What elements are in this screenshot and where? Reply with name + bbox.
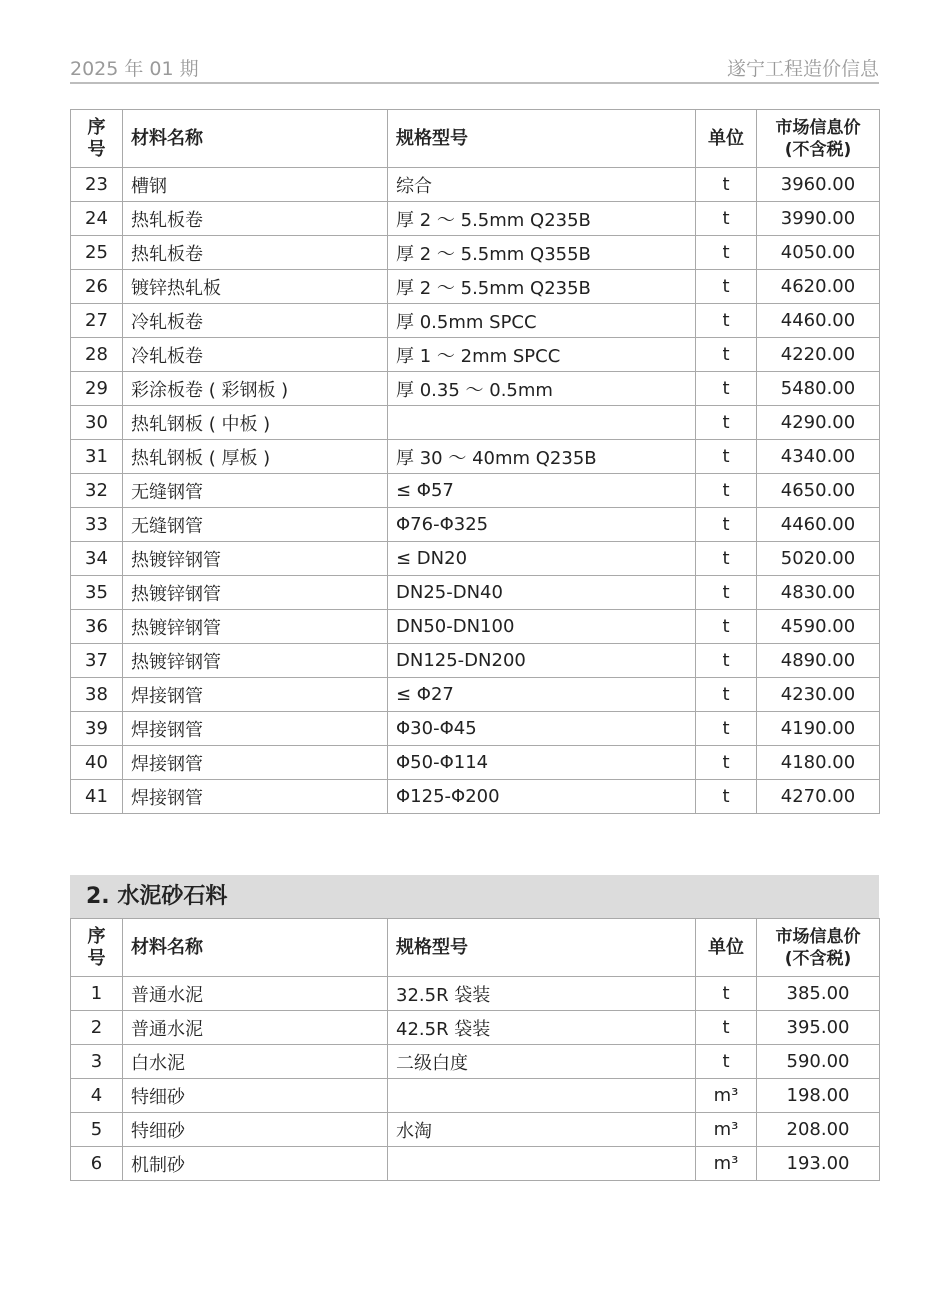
row-number-cell: 4 xyxy=(71,1079,123,1113)
column-header-spec: 规格型号 xyxy=(388,919,696,977)
material-name-cell: 热镀锌钢管 xyxy=(123,576,388,610)
row-number-cell: 40 xyxy=(71,746,123,780)
material-name-cell: 无缝钢管 xyxy=(123,474,388,508)
spec-model-cell: ≤ Φ57 xyxy=(388,474,696,508)
row-number-cell: 34 xyxy=(71,542,123,576)
spec-model-cell: 厚 2 ～ 5.5mm Q355B xyxy=(388,236,696,270)
spec-model-cell: 32.5R 袋装 xyxy=(388,977,696,1011)
price-cell: 4180.00 xyxy=(757,746,880,780)
price-cell: 4620.00 xyxy=(757,270,880,304)
price-cell: 590.00 xyxy=(757,1045,880,1079)
row-number-cell: 30 xyxy=(71,406,123,440)
price-cell: 4270.00 xyxy=(757,780,880,814)
price-cell: 5480.00 xyxy=(757,372,880,406)
unit-cell: t xyxy=(696,1011,757,1045)
row-number-cell: 38 xyxy=(71,678,123,712)
row-number-cell: 1 xyxy=(71,977,123,1011)
unit-cell: t xyxy=(696,304,757,338)
material-name-cell: 机制砂 xyxy=(123,1147,388,1181)
section-title-cement-sand-stone: 2. 水泥砂石料 xyxy=(70,875,879,918)
spec-model-cell xyxy=(388,1079,696,1113)
spec-model-cell: ≤ DN20 xyxy=(388,542,696,576)
table-row xyxy=(71,780,880,814)
material-name-cell: 特细砂 xyxy=(123,1113,388,1147)
material-name-cell: 槽钢 xyxy=(123,168,388,202)
unit-cell: t xyxy=(696,202,757,236)
spec-model-cell: 厚 1 ～ 2mm SPCC xyxy=(388,338,696,372)
material-name-cell: 热镀锌钢管 xyxy=(123,610,388,644)
price-cell: 395.00 xyxy=(757,1011,880,1045)
material-name-cell: 热轧板卷 xyxy=(123,202,388,236)
unit-cell: t xyxy=(696,678,757,712)
table-row xyxy=(71,236,880,270)
table-row xyxy=(71,202,880,236)
unit-cell: t xyxy=(696,270,757,304)
steel-price-table xyxy=(70,109,880,814)
table-row xyxy=(71,474,880,508)
spec-model-cell: Φ76-Φ325 xyxy=(388,508,696,542)
column-header-name: 材料名称 xyxy=(123,919,388,977)
price-cell: 4460.00 xyxy=(757,304,880,338)
unit-cell: m³ xyxy=(696,1079,757,1113)
column-header-price: 市场信息价 (不含税) xyxy=(757,919,880,977)
price-cell: 4340.00 xyxy=(757,440,880,474)
row-number-cell: 28 xyxy=(71,338,123,372)
price-cell: 4830.00 xyxy=(757,576,880,610)
spec-model-cell: 综合 xyxy=(388,168,696,202)
material-name-cell: 热镀锌钢管 xyxy=(123,542,388,576)
row-number-cell: 26 xyxy=(71,270,123,304)
table-row xyxy=(71,1113,880,1147)
column-header-spec: 规格型号 xyxy=(388,110,696,168)
spec-model-cell: DN25-DN40 xyxy=(388,576,696,610)
table-row xyxy=(71,1045,880,1079)
price-cell: 385.00 xyxy=(757,977,880,1011)
spec-model-cell: 42.5R 袋装 xyxy=(388,1011,696,1045)
unit-cell: t xyxy=(696,977,757,1011)
spec-model-cell: 厚 0.35 ～ 0.5mm xyxy=(388,372,696,406)
spec-model-cell: 厚 2 ～ 5.5mm Q235B xyxy=(388,270,696,304)
row-number-cell: 3 xyxy=(71,1045,123,1079)
cement-price-table xyxy=(70,918,880,1181)
spec-model-cell: Φ50-Φ114 xyxy=(388,746,696,780)
table-row xyxy=(71,542,880,576)
row-number-cell: 29 xyxy=(71,372,123,406)
unit-cell: t xyxy=(696,168,757,202)
row-number-cell: 39 xyxy=(71,712,123,746)
material-name-cell: 冷轧板卷 xyxy=(123,338,388,372)
spec-model-cell: DN125-DN200 xyxy=(388,644,696,678)
row-number-cell: 33 xyxy=(71,508,123,542)
material-name-cell: 热轧钢板 ( 中板 ) xyxy=(123,406,388,440)
table-row xyxy=(71,304,880,338)
column-header-unit: 单位 xyxy=(696,110,757,168)
spec-model-cell: Φ30-Φ45 xyxy=(388,712,696,746)
unit-cell: t xyxy=(696,746,757,780)
table-row xyxy=(71,712,880,746)
column-header-name: 材料名称 xyxy=(123,110,388,168)
spec-model-cell: DN50-DN100 xyxy=(388,610,696,644)
table-row xyxy=(71,610,880,644)
unit-cell: t xyxy=(696,406,757,440)
unit-cell: t xyxy=(696,1045,757,1079)
price-cell: 4190.00 xyxy=(757,712,880,746)
price-cell: 4650.00 xyxy=(757,474,880,508)
row-number-cell: 31 xyxy=(71,440,123,474)
unit-cell: t xyxy=(696,440,757,474)
row-number-cell: 36 xyxy=(71,610,123,644)
unit-cell: t xyxy=(696,610,757,644)
table-header-row xyxy=(71,110,880,168)
table-header-row xyxy=(71,919,880,977)
unit-cell: t xyxy=(696,508,757,542)
spec-model-cell: 水淘 xyxy=(388,1113,696,1147)
row-number-cell: 37 xyxy=(71,644,123,678)
price-cell: 4590.00 xyxy=(757,610,880,644)
price-cell: 3960.00 xyxy=(757,168,880,202)
table-row xyxy=(71,440,880,474)
spec-model-cell: 厚 2 ～ 5.5mm Q235B xyxy=(388,202,696,236)
table-row xyxy=(71,508,880,542)
column-header-no: 序 号 xyxy=(71,919,123,977)
spec-model-cell: 厚 0.5mm SPCC xyxy=(388,304,696,338)
column-header-unit: 单位 xyxy=(696,919,757,977)
publication-title: 遂宁工程造价信息 xyxy=(726,58,879,80)
price-cell: 4290.00 xyxy=(757,406,880,440)
material-name-cell: 镀锌热轧板 xyxy=(123,270,388,304)
material-name-cell: 普通水泥 xyxy=(123,977,388,1011)
price-cell: 4230.00 xyxy=(757,678,880,712)
unit-cell: t xyxy=(696,712,757,746)
unit-cell: t xyxy=(696,644,757,678)
row-number-cell: 41 xyxy=(71,780,123,814)
unit-cell: t xyxy=(696,474,757,508)
unit-cell: m³ xyxy=(696,1147,757,1181)
table-row xyxy=(71,372,880,406)
unit-cell: m³ xyxy=(696,1113,757,1147)
material-name-cell: 普通水泥 xyxy=(123,1011,388,1045)
row-number-cell: 5 xyxy=(71,1113,123,1147)
table-row xyxy=(71,270,880,304)
price-cell: 4220.00 xyxy=(757,338,880,372)
issue-label: 2025 年 01 期 xyxy=(70,58,199,80)
row-number-cell: 6 xyxy=(71,1147,123,1181)
row-number-cell: 25 xyxy=(71,236,123,270)
price-cell: 4460.00 xyxy=(757,508,880,542)
material-name-cell: 冷轧板卷 xyxy=(123,304,388,338)
material-name-cell: 热镀锌钢管 xyxy=(123,644,388,678)
table-row xyxy=(71,1147,880,1181)
row-number-cell: 23 xyxy=(71,168,123,202)
row-number-cell: 35 xyxy=(71,576,123,610)
material-name-cell: 热轧钢板 ( 厚板 ) xyxy=(123,440,388,474)
material-name-cell: 焊接钢管 xyxy=(123,780,388,814)
spec-model-cell: 厚 30 ～ 40mm Q235B xyxy=(388,440,696,474)
unit-cell: t xyxy=(696,338,757,372)
column-header-price: 市场信息价 (不含税) xyxy=(757,110,880,168)
price-cell: 198.00 xyxy=(757,1079,880,1113)
spec-model-cell xyxy=(388,406,696,440)
price-cell: 4890.00 xyxy=(757,644,880,678)
table-row xyxy=(71,406,880,440)
material-name-cell: 热轧板卷 xyxy=(123,236,388,270)
table-row xyxy=(71,576,880,610)
material-name-cell: 特细砂 xyxy=(123,1079,388,1113)
row-number-cell: 27 xyxy=(71,304,123,338)
table-row xyxy=(71,678,880,712)
spec-model-cell: Φ125-Φ200 xyxy=(388,780,696,814)
table-row xyxy=(71,977,880,1011)
spec-model-cell: ≤ Φ27 xyxy=(388,678,696,712)
page-header xyxy=(70,54,879,84)
unit-cell: t xyxy=(696,236,757,270)
material-name-cell: 焊接钢管 xyxy=(123,678,388,712)
table-row xyxy=(71,338,880,372)
table-row xyxy=(71,746,880,780)
row-number-cell: 32 xyxy=(71,474,123,508)
spec-model-cell: 二级白度 xyxy=(388,1045,696,1079)
material-name-cell: 焊接钢管 xyxy=(123,712,388,746)
table-row xyxy=(71,644,880,678)
price-cell: 4050.00 xyxy=(757,236,880,270)
row-number-cell: 24 xyxy=(71,202,123,236)
table-row xyxy=(71,168,880,202)
material-name-cell: 无缝钢管 xyxy=(123,508,388,542)
material-name-cell: 彩涂板卷 ( 彩钢板 ) xyxy=(123,372,388,406)
unit-cell: t xyxy=(696,576,757,610)
table-row xyxy=(71,1011,880,1045)
row-number-cell: 2 xyxy=(71,1011,123,1045)
material-name-cell: 焊接钢管 xyxy=(123,746,388,780)
price-cell: 208.00 xyxy=(757,1113,880,1147)
unit-cell: t xyxy=(696,372,757,406)
column-header-no: 序 号 xyxy=(71,110,123,168)
table-row xyxy=(71,1079,880,1113)
unit-cell: t xyxy=(696,780,757,814)
spec-model-cell xyxy=(388,1147,696,1181)
price-cell: 5020.00 xyxy=(757,542,880,576)
price-cell: 3990.00 xyxy=(757,202,880,236)
material-name-cell: 白水泥 xyxy=(123,1045,388,1079)
unit-cell: t xyxy=(696,542,757,576)
price-cell: 193.00 xyxy=(757,1147,880,1181)
